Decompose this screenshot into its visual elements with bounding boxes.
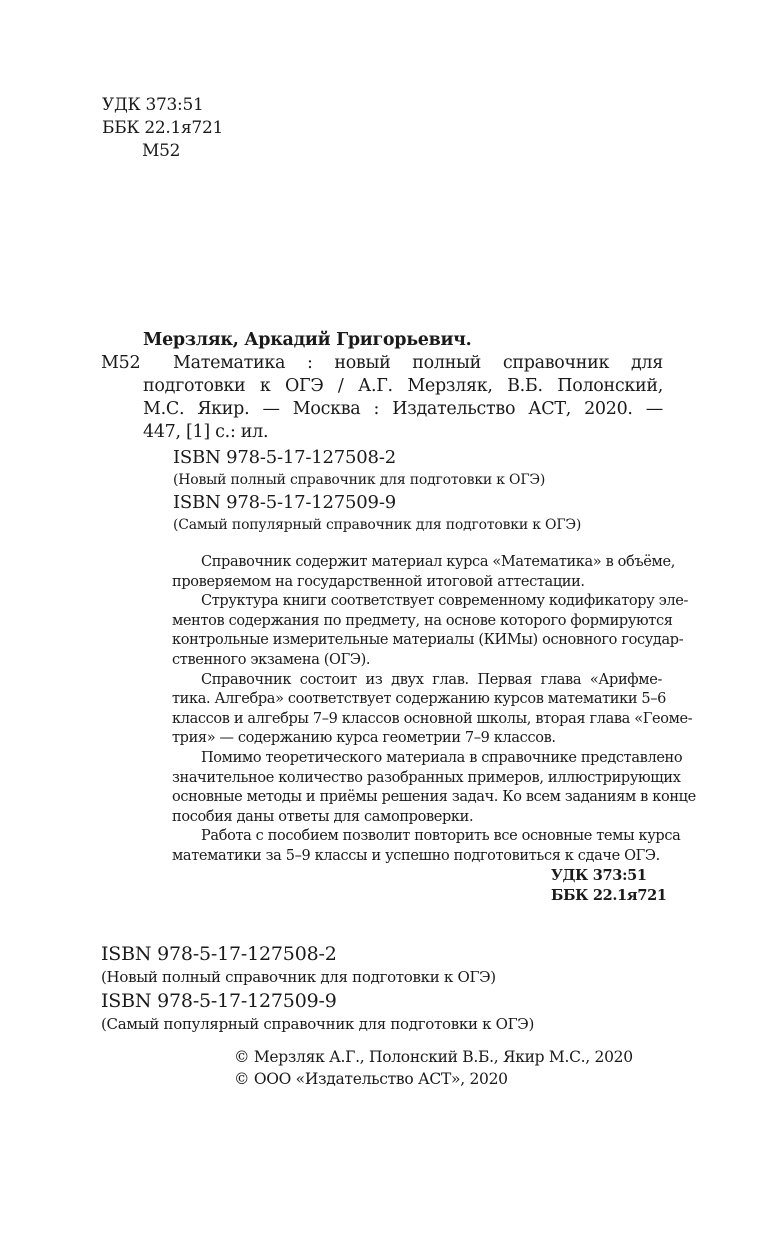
description-line: Математика : новый полный справочник для — [173, 353, 663, 373]
annotation — [172, 553, 696, 867]
annotation-line: основные методы и приёмы решения задач. Ко всем заданиям в конце — [172, 789, 696, 806]
annotation-paragraph — [172, 749, 696, 827]
udk-code: УДК 373:51 — [102, 95, 204, 115]
annotation-line: Справочник состоит из двух глав. Первая глава «Арифме- — [201, 671, 662, 688]
author-mark: М52 — [142, 141, 181, 161]
annotation-line: трия» — содержанию курса геометрии 7–9 классов. — [172, 730, 556, 747]
isbn-block — [101, 942, 534, 1035]
annotation-line: Работа с пособием позволит повторить все основные темы курса — [201, 828, 681, 845]
bibliographic-description — [143, 352, 663, 444]
description-line: 447, [1] с.: ил. — [143, 422, 269, 442]
isbn-note: (Самый популярный справочник для подготовки к ОГЭ) — [101, 1015, 535, 1033]
annotation-line: проверяемом на государственной итоговой аттестации. — [172, 573, 585, 590]
annotation-line: Справочник содержит материал курса «Математика» в объёме, — [201, 554, 675, 570]
isbn-note: (Новый полный справочник для подготовки к ОГЭ) — [173, 472, 546, 488]
annotation-line: контрольные измерительные материалы (КИМы) основного государ- — [172, 632, 684, 649]
copyright-line: © ООО «Издательство АСТ», 2020 — [234, 1070, 508, 1088]
description-line: М.С. Якир. — Москва : Издательство АСТ, 2020. — — [143, 399, 663, 419]
udk-code: УДК 373:51 — [551, 867, 647, 884]
annotation-line: значительное количество разобранных примеров, иллюстрирующих — [172, 769, 681, 786]
isbn-number: ISBN 978-5-17-127509-9 — [173, 492, 396, 513]
annotation-paragraph — [172, 553, 675, 592]
isbn-note: (Самый популярный справочник для подготовки к ОГЭ) — [173, 517, 582, 533]
classification-top — [102, 94, 223, 163]
bbk-code: ББК 22.1я721 — [551, 887, 667, 904]
author-heading: Мерзляк, Аркадий Григорьевич. — [143, 330, 472, 350]
annotation-line: математики за 5–9 классы и успешно подготовиться к сдаче ОГЭ. — [172, 847, 660, 864]
annotation-line: классов и алгебры 7–9 классов основной школы, вторая глава «Геоме- — [172, 710, 693, 727]
classification-bottom — [551, 866, 667, 906]
annotation-line: Структура книги соответствует современному кодификатору эле- — [201, 593, 689, 610]
isbn-note: (Новый полный справочник для подготовки к ОГЭ) — [101, 968, 496, 986]
isbn-number: ISBN 978-5-17-127508-2 — [101, 943, 337, 965]
copyright-block — [234, 1046, 633, 1090]
isbn-number: ISBN 978-5-17-127508-2 — [173, 447, 396, 468]
annotation-paragraph — [172, 671, 693, 749]
annotation-line: Помимо теоретического материала в справочнике представлено — [201, 749, 683, 766]
annotation-line: пособия даны ответы для самопроверки. — [172, 808, 474, 825]
annotation-line: ственного экзамена (ОГЭ). — [172, 651, 371, 668]
annotation-paragraph — [172, 592, 689, 670]
annotation-paragraph — [172, 827, 681, 866]
record-isbn-list — [173, 446, 581, 536]
bbk-code: ББК 22.1я721 — [102, 118, 223, 138]
annotation-line: тика. Алгебра» соответствует содержанию курсов математики 5–6 — [172, 691, 667, 708]
description-line: подготовки к ОГЭ / А.Г. Мерзляк, В.Б. Полонский, — [143, 376, 663, 396]
record-author-mark: М52 — [101, 353, 141, 373]
copyright-line: © Мерзляк А.Г., Полонский В.Б., Якир М.С., 2020 — [234, 1048, 633, 1066]
annotation-line: ментов содержания по предмету, на основе которого формируются — [172, 612, 673, 629]
isbn-number: ISBN 978-5-17-127509-9 — [101, 990, 337, 1012]
